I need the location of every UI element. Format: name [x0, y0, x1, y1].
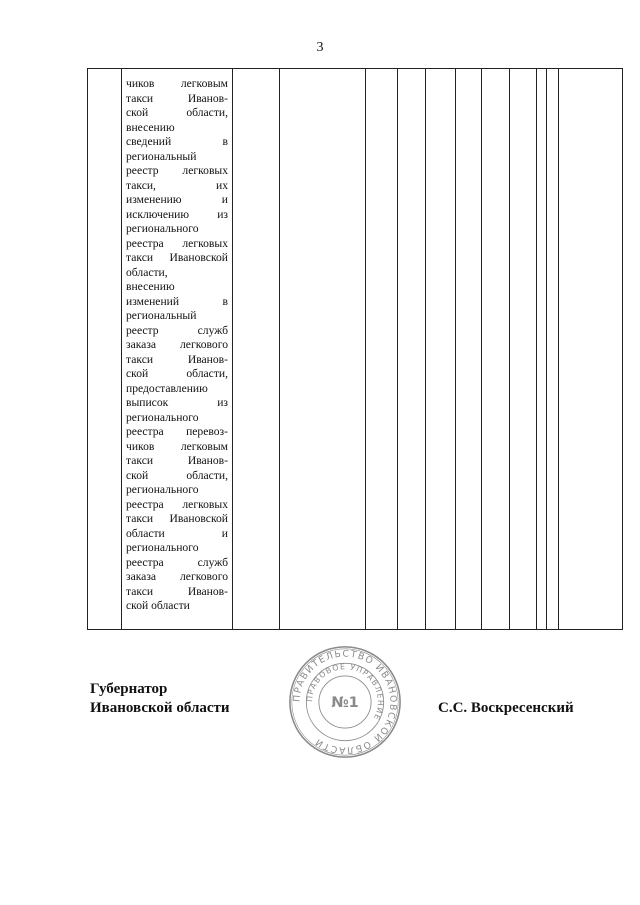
description-line: исключению из: [126, 207, 228, 221]
description-line: такси Иванов-: [126, 91, 228, 105]
description-line: заказа легкового: [126, 338, 228, 351]
table-cell: [510, 69, 537, 630]
table-cell: [559, 69, 623, 630]
description-line: региональный: [126, 149, 197, 163]
description-line: реестр легковых: [126, 164, 228, 177]
seal-number: №1: [331, 694, 359, 711]
governor-title-line2: Ивановской области: [90, 700, 230, 716]
description-line: ской области,: [126, 106, 228, 119]
description-line: такси Ивановской: [126, 512, 228, 525]
description-line: ской области: [126, 599, 190, 612]
description-line: реестра служб: [126, 555, 228, 569]
governor-title: [90, 680, 230, 718]
description-line: предоставлению: [126, 381, 208, 395]
description-line: такси Иванов-: [126, 454, 228, 467]
description-line: такси Ивановской: [126, 251, 228, 264]
signature-block: [0, 648, 640, 790]
seal-inner-text: ПРАВОВОЕ УПРАВЛЕНИЕ: [304, 662, 385, 723]
description-line: изменений в: [126, 294, 228, 308]
table-cell: [233, 69, 280, 630]
description-line: области,: [126, 265, 168, 279]
description-line: реестра легковых: [126, 236, 228, 250]
description-line: реестра легковых: [126, 497, 228, 511]
description-line: сведений в: [126, 135, 228, 148]
table-cell: [547, 69, 559, 630]
governor-name: С.С. Воскресенский: [438, 700, 574, 716]
description-line: заказа легкового: [126, 570, 228, 583]
table-cell: [398, 69, 426, 630]
description-line: области и: [126, 526, 228, 540]
description-line: регионального: [126, 541, 199, 554]
official-seal: [287, 644, 403, 760]
description-line: ской области,: [126, 367, 228, 380]
document-table: [87, 68, 623, 630]
table-cell: [426, 69, 456, 630]
description-line: внесению: [126, 120, 175, 134]
description-line: такси, их: [126, 178, 228, 192]
table-cell: [88, 69, 122, 630]
description-line: выписок из: [126, 396, 228, 409]
table-cell: [537, 69, 547, 630]
description-line: чиков легковым: [126, 77, 228, 90]
description-line: реестра перевоз-: [126, 425, 228, 438]
description-text: [122, 69, 232, 618]
table-cell: [366, 69, 398, 630]
table-cell: [456, 69, 482, 630]
description-line: такси Иванов-: [126, 584, 228, 598]
description-line: изменению и: [126, 193, 228, 206]
description-line: такси Иванов-: [126, 352, 228, 366]
table-cell: [280, 69, 366, 630]
description-line: чиков легковым: [126, 439, 228, 453]
governor-title-line1: Губернатор: [90, 681, 168, 697]
page-number: 3: [316, 40, 324, 55]
table-row: [88, 69, 623, 630]
description-line: ской области,: [126, 468, 228, 482]
description-line: реестр служб: [126, 323, 228, 337]
description-line: регионального: [126, 222, 199, 235]
description-line: регионального: [126, 410, 199, 424]
description-line: регионального: [126, 483, 199, 496]
table-cell: [482, 69, 510, 630]
seal-outer-text: ПРАВИТЕЛЬСТВО ИВАНОВСКОЙ ОБЛАСТИ: [291, 648, 399, 756]
description-line: региональный: [126, 309, 197, 322]
description-line: внесению: [126, 280, 175, 293]
table-cell-description: [122, 69, 233, 630]
